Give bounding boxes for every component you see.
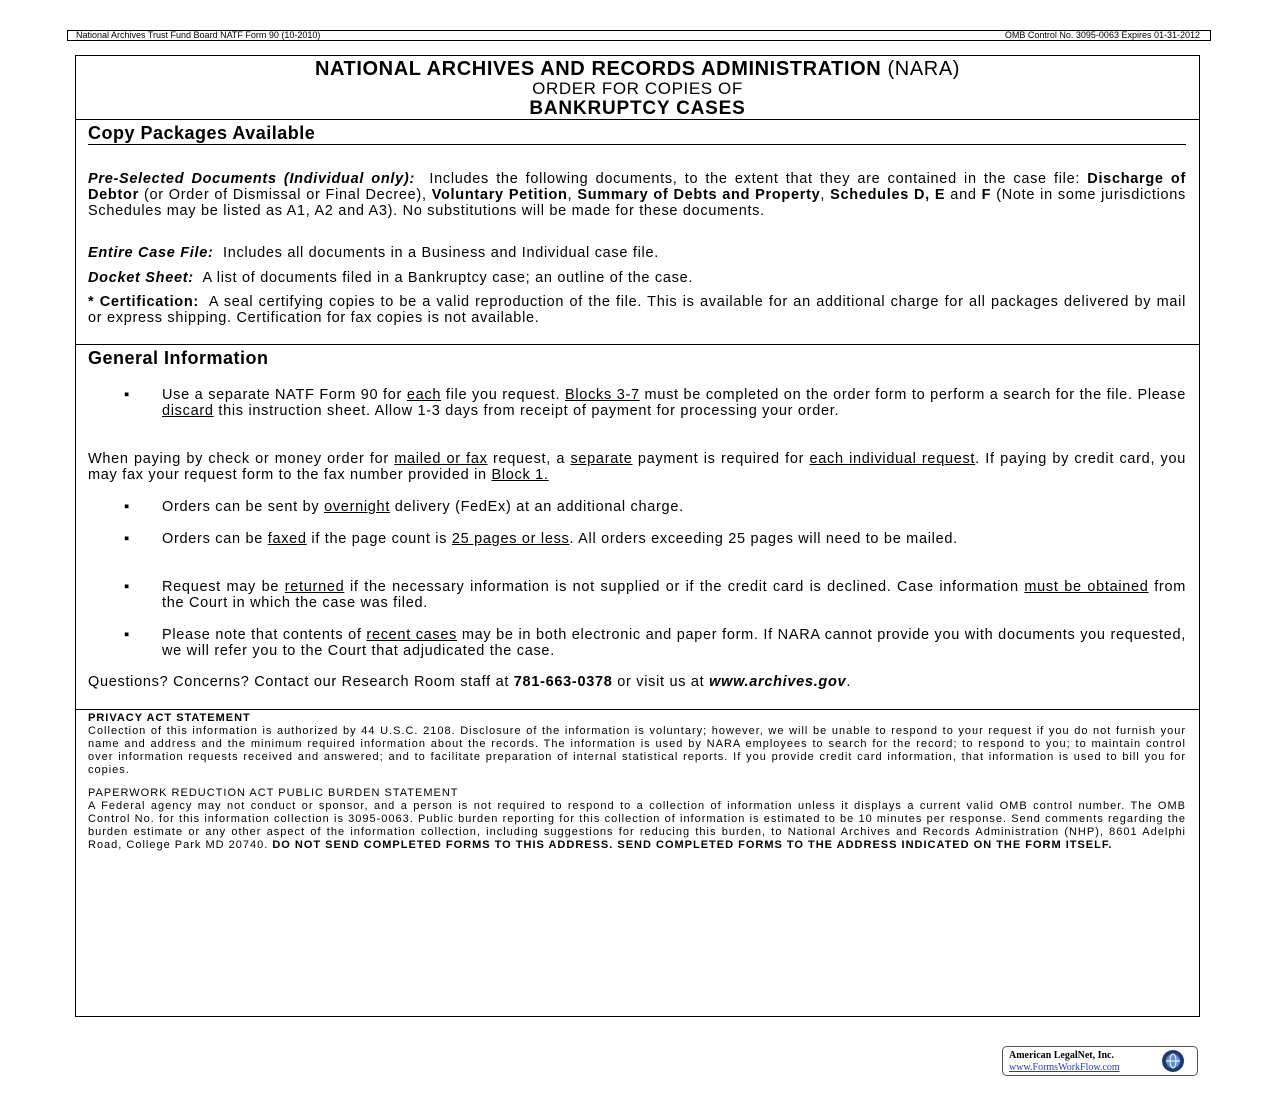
form-id: National Archives Trust Fund Board NATF Form 90 (10-2010) (76, 30, 321, 40)
page-title: BANKRUPTCY CASES (529, 98, 746, 119)
preselected-paragraph: Pre-Selected Documents (Individual only): Includes the following documents, to the extent that they are contained in the case file: Discharge of Debtor (or Order of Dismissal or Final Decree), Voluntary Petition, Summary of Debts and Property, Schedules D, E and F (Note in some jurisdictions Schedules may be listed as A1, A2 and A3). No substitutions will be made for these documents. (88, 171, 1186, 219)
bullet-text-separate-form: Use a separate NATF Form 90 for each file you request. Blocks 3-7 must be completed on the order form to perform a search for the file. Please discard this instruction sheet. Allow 1-3 days from receipt of payment for processing your order. (162, 387, 1186, 419)
privacy-text: Collection of this information is authorized by 44 U.S.C. 2108. Disclosure of the information is voluntary; however, we will be unable to respond to your request if you do not furnish your name and address and the minimum required information about the records. The information is used by NARA employees to search for the record; to respond to you; to maintain control over information requests received and answered; and to facilitate preparation of internal statistical reports. If you provide credit card information, that information is used to bill you for copies. (88, 725, 1186, 776)
badge-url[interactable]: www.FormsWorkFlow.com (1009, 1062, 1120, 1073)
general-info-title: General Information (88, 348, 269, 368)
certification-paragraph: * Certification: A seal certifying copies to be a valid reproduction of the file. This is available for an additional charge for all packages delivered by mail or express shipping. Certification for fax copies is not available. (88, 294, 1186, 326)
bullet-text-overnight: Orders can be sent by overnight delivery (FedEx) at an additional charge. (162, 499, 684, 515)
order-subtitle: ORDER FOR COPIES OF (532, 79, 743, 98)
form-id-bar (67, 30, 1211, 41)
bullet-text-recent-cases: Please note that contents of recent cases may be in both electronic and paper form. If NARA cannot provide you with documents you requested, we will refer you to the Court that adjudicated the case. (162, 627, 1186, 659)
globe-logo-icon (1161, 1049, 1185, 1073)
omb-control: OMB Control No. 3095-0063 Expires 01-31-2012 (1004, 30, 1200, 40)
website-link[interactable]: www.archives.gov (709, 674, 847, 690)
badge-company: American LegalNet, Inc. (1009, 1050, 1114, 1061)
bullet-text-fax: Orders can be faxed if the page count is 25 pages or less. All orders exceeding 25 pages will need to be mailed. (162, 531, 958, 547)
bullet-icon: ▪ (124, 578, 130, 595)
bullet-icon: ▪ (124, 498, 130, 515)
section-divider (76, 344, 1199, 345)
paperwork-title: PAPERWORK REDUCTION ACT PUBLIC BURDEN STATEMENT (88, 787, 459, 799)
contact-phone: 781-663-0378 (513, 674, 613, 690)
entire-case-paragraph: Entire Case File: Includes all documents in a Business and Individual case file. (88, 245, 659, 261)
bullet-icon: ▪ (124, 386, 130, 403)
payment-paragraph: When paying by check or money order for mailed or fax request, a separate payment is required for each individual request. If paying by credit card, you may fax your request form to the fax number provided in Block 1. (88, 451, 1187, 483)
bullet-icon: ▪ (124, 626, 130, 643)
agency-title: NATIONAL ARCHIVES AND RECORDS ADMINISTRATION (NARA) (314, 58, 961, 80)
copy-packages-title: Copy Packages Available (88, 123, 316, 143)
section-divider (76, 709, 1199, 710)
paperwork-text: A Federal agency may not conduct or sponsor, and a person is not required to respond to a collection of information unless it displays a current valid OMB control number. The OMB Control No. for this information collection is 3095-0063. Public burden reporting for this collection of information is estimated to be 10 minutes per response. Send comments regarding the burden estimate or any other aspect of the information collection, including suggestions for reducing this burden, to National Archives and Records Administration (NHP), 8601 Adelphi Road, College Park MD 20740. DO NOT SEND COMPLETED FORMS TO THIS ADDRESS. SEND COMPLETED FORMS TO THE ADDRESS INDICATED ON THE FORM ITSELF. (88, 800, 1186, 851)
privacy-title: PRIVACY ACT STATEMENT (88, 712, 251, 724)
bullet-text-returned: Request may be returned if the necessary information is not supplied or if the credit card is declined. Case information must be obtained from the Court in which the case was filed. (162, 579, 1186, 611)
contact-line: Questions? Concerns? Contact our Research Room staff at 781-663-0378 or visit us at www.archives.gov. (88, 674, 852, 690)
bullet-icon: ▪ (124, 530, 130, 547)
title-rule (88, 144, 1186, 145)
docket-sheet-paragraph: Docket Sheet: A list of documents filed in a Bankruptcy case; an outline of the case. (88, 270, 694, 286)
legalnet-badge (1002, 1046, 1198, 1076)
form-header (76, 56, 1199, 120)
form-frame (75, 55, 1200, 1017)
